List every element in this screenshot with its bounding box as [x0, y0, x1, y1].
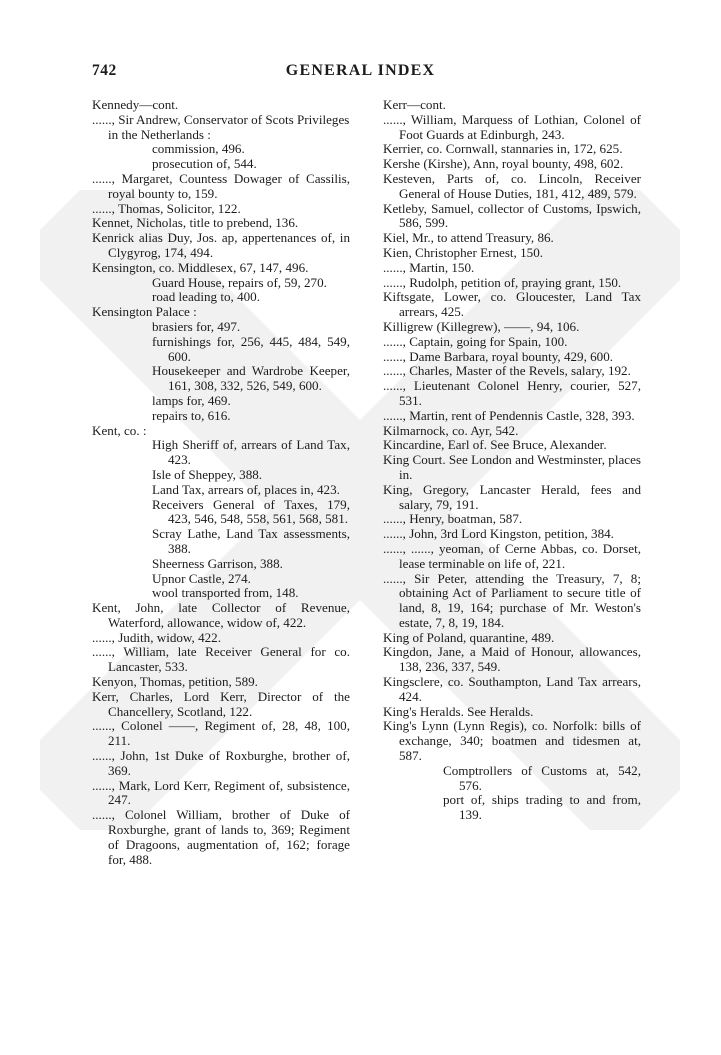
index-entry: ......, Sir Andrew, Conservator of Scots Privileges in the Netherlands :: [92, 111, 350, 142]
index-entry: Kershe (Kirshe), Ann, royal bounty, 498, 602.: [383, 156, 624, 172]
index-entry: ......, Mark, Lord Kerr, Regiment of, subsistence, 247.: [92, 777, 350, 808]
index-entry: Kennet, Nicholas, title to prebend, 136.: [92, 215, 299, 231]
index-subentry: repairs to, 616.: [152, 407, 231, 423]
index-entry: ......, ......, yeoman, of Cerne Abbas, co. Dorset, lease terminable on life of, 221.: [383, 540, 641, 571]
index-subentry: furnishings for, 256, 445, 484, 549, 600.: [152, 333, 350, 364]
left-index-column: [92, 98, 350, 867]
index-entry: King Court. See London and Westminster, places in.: [383, 452, 641, 482]
index-entry: ......, Judith, widow, 422.: [92, 629, 221, 645]
index-entry: ......, Martin, rent of Pendennis Castle, 328, 393.: [383, 407, 635, 423]
index-entry: Kerr—cont.: [383, 97, 446, 112]
index-entry: Kingdon, Jane, a Maid of Honour, allowances, 138, 236, 337, 549.: [383, 644, 641, 675]
index-subentry: Receivers General of Taxes, 179, 423, 546, 548, 558, 561, 568, 581.: [152, 496, 350, 527]
page-title: GENERAL INDEX: [285, 62, 436, 79]
index-entry: Kent, co. :: [92, 422, 147, 438]
index-subentry: Guard House, repairs of, 59, 270.: [152, 274, 327, 290]
index-subentry: High Sheriff of, arrears of Land Tax, 423.: [152, 437, 350, 468]
index-entry: Kiel, Mr., to attend Treasury, 86.: [383, 230, 554, 246]
index-subentry: prosecution of, 544.: [152, 156, 257, 172]
index-entry: Kent, John, late Collector of Revenue, Waterford, allowance, widow of, 422.: [92, 600, 350, 630]
index-entry: King of Poland, quarantine, 489.: [383, 629, 555, 645]
index-entry: ......, Lieutenant Colonel Henry, courier, 527, 531.: [383, 378, 641, 408]
index-entry: Kenrick alias Duy, Jos. ap, appertenances of, in Clygyrog, 174, 494.: [92, 230, 350, 260]
index-entry: Kensington, co. Middlesex, 67, 147, 496.: [92, 259, 309, 275]
index-subentry: Isle of Sheppey, 388.: [152, 466, 263, 482]
index-entry: ......, Martin, 150.: [383, 259, 475, 275]
index-subentry: Scray Lathe, Land Tax assessments, 388.: [152, 526, 350, 556]
index-entry: Kilmarnock, co. Ayr, 542.: [383, 422, 519, 438]
index-entry: ......, Thomas, Solicitor, 122.: [92, 200, 241, 216]
index-entry: ......, Rudolph, petition of, praying grant, 150.: [383, 274, 622, 290]
index-entry: Kerrier, co. Cornwall, stannaries in, 172, 625.: [383, 141, 623, 157]
index-entry: ......, William, late Receiver General for co. Lancaster, 533.: [92, 644, 350, 675]
index-entry: King, Gregory, Lancaster Herald, fees and salary, 79, 191.: [383, 481, 641, 512]
index-subentry: lamps for, 469.: [152, 392, 231, 408]
right-index-column: [383, 98, 641, 823]
index-entry: King's Heralds. See Heralds.: [383, 703, 534, 719]
index-entry: Kiftsgate, Lower, co. Gloucester, Land Tax arrears, 425.: [383, 289, 641, 320]
index-subentry: Land Tax, arrears of, places in, 423.: [152, 481, 340, 497]
index-subentry: Upnor Castle, 274.: [152, 570, 251, 586]
page-header: [0, 62, 721, 84]
index-subentry: wool transported from, 148.: [152, 585, 299, 601]
index-subentry: brasiers for, 497.: [152, 318, 241, 334]
index-entry: Killigrew (Killegrew), ——, 94, 106.: [383, 318, 580, 334]
index-subentry: commission, 496.: [152, 141, 245, 157]
index-subentry: road leading to, 400.: [152, 289, 260, 305]
index-entry: ......, John, 3rd Lord Kingston, petition, 384.: [383, 526, 614, 542]
index-entry: Kincardine, Earl of. See Bruce, Alexander.: [383, 437, 607, 453]
index-entry: ......, John, 1st Duke of Roxburghe, brother of, 369.: [92, 748, 350, 778]
index-entry: ......, Dame Barbara, royal bounty, 429, 600.: [383, 348, 614, 364]
page-number: 742: [92, 62, 117, 79]
index-entry: Kerr, Charles, Lord Kerr, Director of the Chancellery, Scotland, 122.: [92, 688, 350, 719]
index-entry: ......, Margaret, Countess Dowager of Cassilis, royal bounty to, 159.: [92, 170, 350, 201]
index-entry: Kensington Palace :: [92, 304, 197, 320]
index-entry: ......, Colonel William, brother of Duke of Roxburghe, grant of lands to, 369; Regiment of Dragoons, augmentation of, 162; forage for, 488.: [92, 807, 350, 867]
index-entry: ......, Henry, boatman, 587.: [383, 511, 523, 527]
index-entry: Kien, Christopher Ernest, 150.: [383, 244, 544, 260]
index-subentry: Comptrollers of Customs at, 542, 576.: [443, 762, 641, 793]
index-entry: Kingsclere, co. Southampton, Land Tax arrears, 424.: [383, 674, 641, 704]
index-subentry: Sheerness Garrison, 388.: [152, 555, 283, 571]
index-entry: ......, Captain, going for Spain, 100.: [383, 333, 568, 349]
index-entry: Ketleby, Samuel, collector of Customs, Ipswich, 586, 599.: [383, 200, 641, 231]
index-subentry: Housekeeper and Wardrobe Keeper, 161, 308, 332, 526, 549, 600.: [152, 363, 350, 394]
index-entry: King's Lynn (Lynn Regis), co. Norfolk: bills of exchange, 340; boatmen and tidesmen at, 587.: [383, 718, 641, 764]
index-entry: Kenyon, Thomas, petition, 589.: [92, 674, 258, 690]
index-entry: ......, Sir Peter, attending the Treasury, 7, 8; obtaining Act of Parliament to secure title of land, 8, 19, 164; purchase of Mr. Weston's estate, 7, 8, 19, 184.: [383, 570, 641, 630]
index-entry: ......, Charles, Master of the Revels, salary, 192.: [383, 363, 631, 379]
index-entry: Kesteven, Parts of, co. Lincoln, Receiver General of House Duties, 181, 412, 489, 579.: [383, 170, 641, 201]
index-entry: ......, Colonel ——, Regiment of, 28, 48, 100, 211.: [92, 718, 350, 749]
index-entry: ......, William, Marquess of Lothian, Colonel of Foot Guards at Edinburgh, 243.: [383, 111, 641, 142]
index-entry: Kennedy—cont.: [92, 97, 179, 112]
index-subentry: port of, ships trading to and from, 139.: [443, 792, 641, 823]
